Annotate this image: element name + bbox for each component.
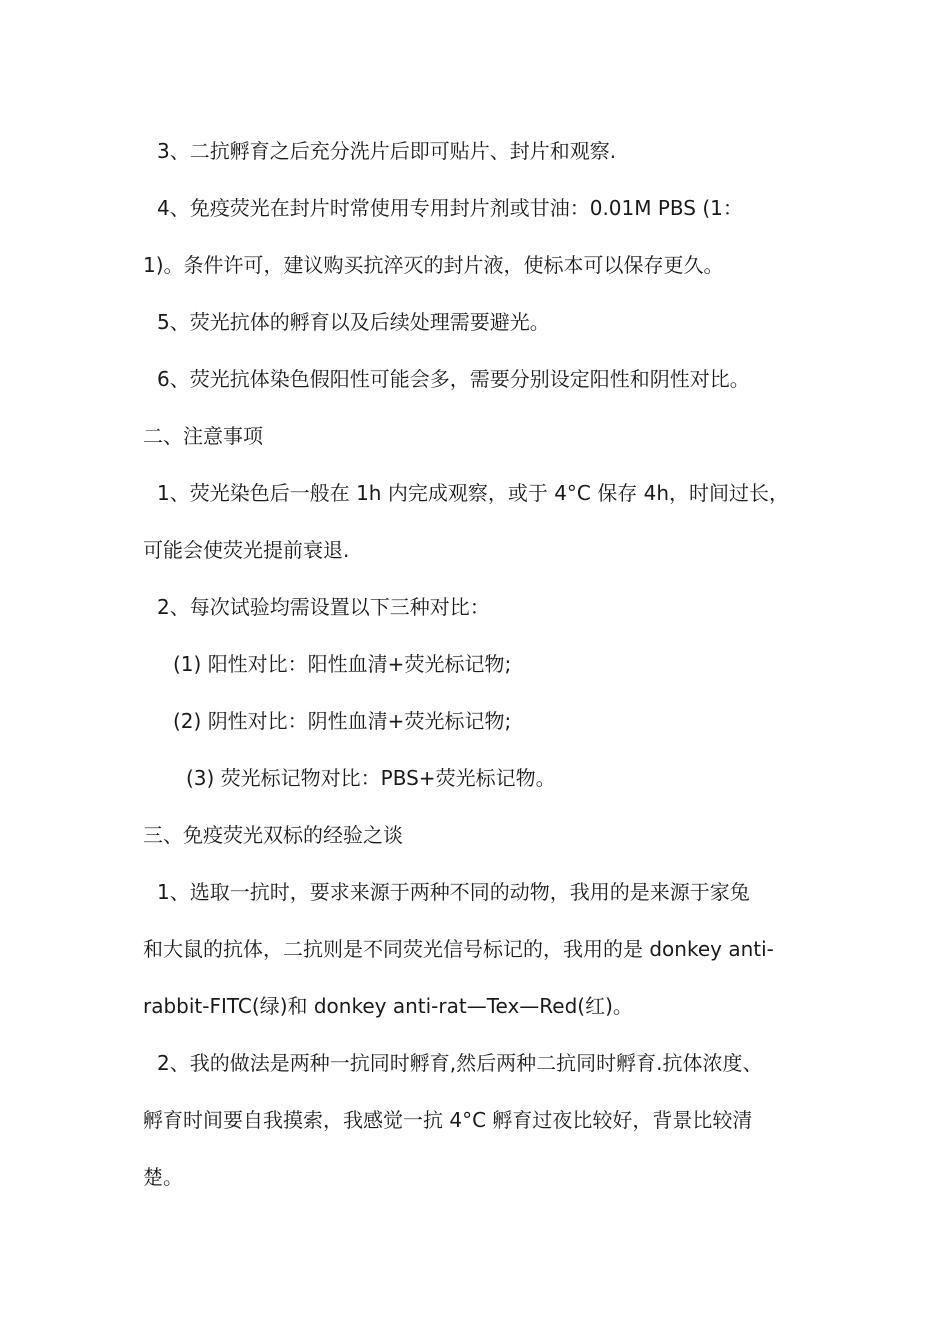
paragraph-step-4-continued: 1)。条件许可，建议购买抗淬灭的封片液，使标本可以保存更久。 (143, 253, 724, 277)
paragraph-experience-1: 1、选取一抗时，要求来源于两种不同的动物，我用的是来源于家兔 (157, 880, 750, 904)
paragraph-step-4: 4、免疫荧光在封片时常使用专用封片剂或甘油：0.01M PBS (1： (157, 196, 743, 220)
paragraph-step-6: 6、荧光抗体染色假阳性可能会多，需要分别设定阳性和阴性对比。 (157, 367, 750, 391)
paragraph-experience-2-end: 楚。 (143, 1165, 183, 1189)
paragraph-experience-1-continued: 和大鼠的抗体，二抗则是不同荧光信号标记的，我用的是 donkey anti- (143, 937, 774, 961)
paragraph-experience-1-end: rabbit-FITC(绿)和 donkey anti-rat—Tex—Red(红)。 (143, 994, 633, 1018)
section-heading-notes: 二、注意事项 (143, 424, 263, 448)
list-item-negative-control: (2) 阴性对比：阴性血清+荧光标记物; (173, 709, 512, 733)
paragraph-note-1: 1、荧光染色后一般在 1h 内完成观察，或于 4°C 保存 4h，时间过长， (157, 481, 790, 505)
paragraph-experience-2: 2、我的做法是两种一抗同时孵育,然后两种二抗同时孵育.抗体浓度、 (157, 1051, 763, 1075)
list-item-label-control: (3) 荧光标记物对比：PBS+荧光标记物。 (186, 766, 556, 790)
paragraph-step-3: 3、二抗孵育之后充分洗片后即可贴片、封片和观察. (157, 139, 617, 163)
paragraph-note-2: 2、每次试验均需设置以下三种对比： (157, 595, 490, 619)
paragraph-experience-2-continued: 孵育时间要自我摸索，我感觉一抗 4°C 孵育过夜比较好，背景比较清 (143, 1108, 753, 1132)
list-item-positive-control: (1) 阳性对比：阳性血清+荧光标记物; (173, 652, 512, 676)
paragraph-step-5: 5、荧光抗体的孵育以及后续处理需要避光。 (157, 310, 550, 334)
section-heading-experience: 三、免疫荧光双标的经验之谈 (143, 823, 403, 847)
paragraph-note-1-continued: 可能会使荧光提前衰退. (143, 538, 350, 562)
